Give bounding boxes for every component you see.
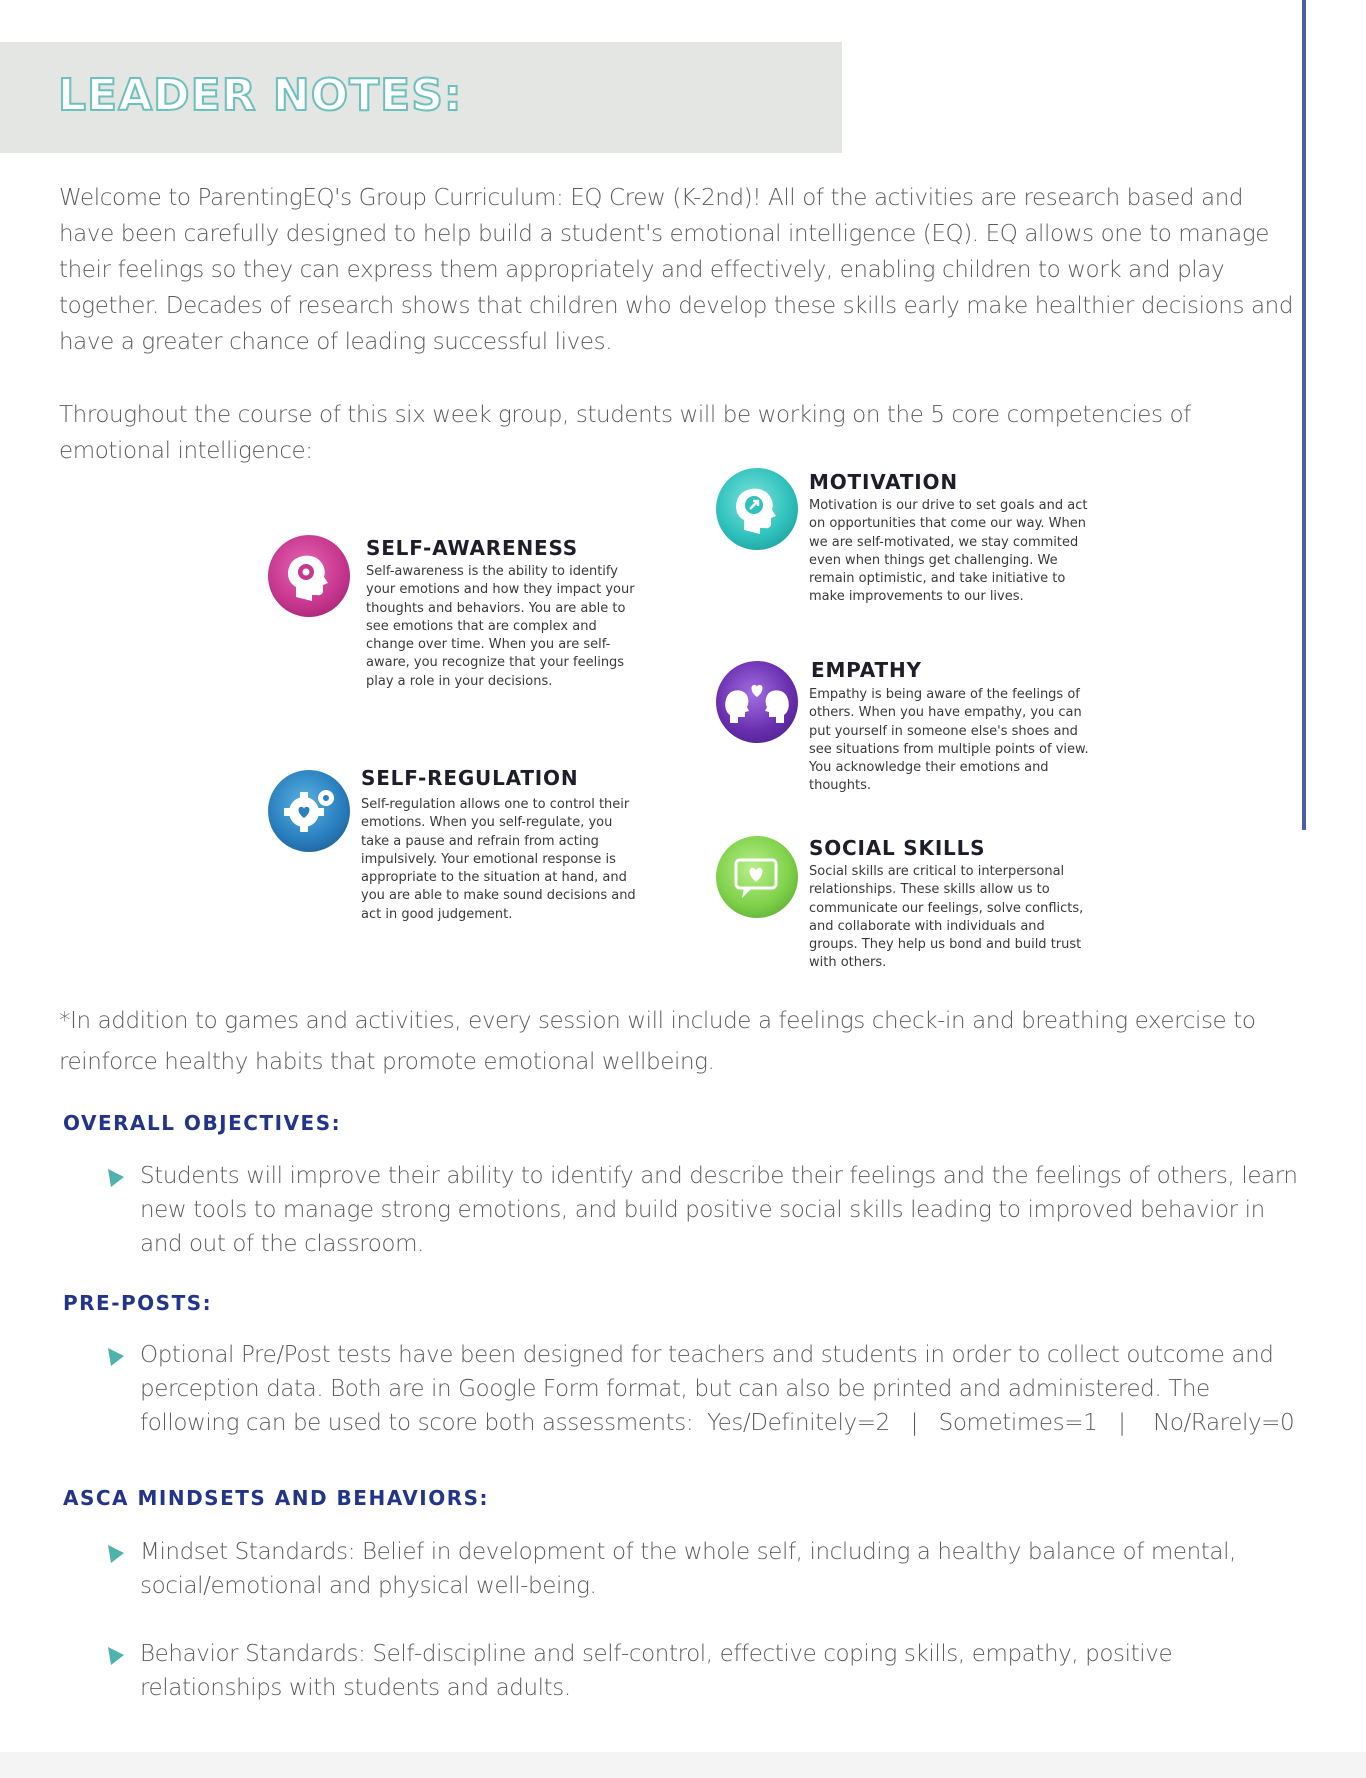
competency-title: MOTIVATION	[809, 470, 958, 494]
list-item	[106, 1338, 1306, 1440]
competency-title: EMPATHY	[811, 658, 922, 682]
list-item	[106, 1159, 1306, 1261]
behavior-standards-text: Behavior Standards: Self-discipline and self-control, effective coping skills, empathy, positive relationships with students and adults.	[140, 1641, 1173, 1701]
competency-text: Self-regulation allows one to control their emotions. When you self-regulate, you take a pause and refrain from acting impulsively. Your emotional response is appropriate to the situation at hand, and you are able to make sound decisions and act in good judgement.	[361, 797, 636, 922]
competency-text: Self-awareness is the ability to identify your emotions and how they impact your thoughts and behaviors. You are able to see emotions that are complex and change over time. When you are self-aware, you recognize that your feelings play a role in your decisions.	[366, 564, 635, 689]
page-bottom-band	[0, 1752, 1366, 1778]
mindset-standards-text: Mindset Standards: Belief in development of the whole self, including a healthy balance of mental, social/emotional and physical well-being.	[140, 1539, 1236, 1599]
bullet-triangle-icon	[106, 1168, 126, 1188]
right-margin-rule	[1302, 0, 1306, 830]
list-item	[106, 1637, 1306, 1705]
bullet-triangle-icon	[106, 1347, 126, 1367]
asca-heading: ASCA MINDSETS AND BEHAVIORS:	[63, 1486, 490, 1510]
bullet-triangle-icon	[106, 1646, 126, 1666]
page-title: LEADER NOTES:	[58, 70, 463, 121]
pre-posts-heading: PRE-POSTS:	[63, 1291, 213, 1315]
competencies-intro: Throughout the course of this six week group, students will be working on the 5 core competencies of emotional intelligence:	[59, 402, 1191, 464]
two-heads-heart-icon	[716, 661, 798, 743]
head-gear-icon	[268, 535, 350, 617]
competency-title: SOCIAL SKILLS	[809, 836, 986, 860]
pre-posts-text: Optional Pre/Post tests have been designed for teachers and students in order to collect outcome and perception data. Both are in Google Form format, but can also be printed and administered. The following can be used to score both assessments: Yes/Definitely=2 | Sometimes=1 | No/Rarely=0	[140, 1342, 1295, 1436]
head-arrow-icon	[716, 468, 798, 550]
overall-objectives-heading: OVERALL OBJECTIVES:	[63, 1111, 342, 1135]
competency-title: SELF-REGULATION	[361, 766, 579, 790]
objective-text: Students will improve their ability to identify and describe their feelings and the feelings of others, learn new tools to manage strong emotions, and build positive social skills leading to improved behavior in and out of the classroom.	[140, 1163, 1298, 1257]
gears-heart-icon	[268, 770, 350, 852]
competency-text: Empathy is being aware of the feelings of others. When you have empathy, you can put yourself in someone else's shoes and see situations from multiple points of view. You acknowledge their emotions and thoughts.	[809, 687, 1089, 794]
session-note: *In addition to games and activities, every session will include a feelings check-in and breathing exercise to reinforce healthy habits that promote emotional wellbeing.	[59, 1008, 1256, 1075]
competency-text: Motivation is our drive to set goals and act on opportunities that come our way. When we are self-motivated, we stay commited even when things get challenging. We remain optimistic, and take initiative to make improvements to our lives.	[809, 498, 1088, 605]
list-item	[106, 1535, 1306, 1603]
competency-title: SELF-AWARENESS	[366, 536, 578, 560]
competency-text: Social skills are critical to interpersonal relationships. These skills allow us to communicate our feelings, solve conflicts, and collaborate with individuals and groups. They help us bond and build trust with others.	[809, 864, 1084, 971]
speech-heart-icon	[716, 836, 798, 918]
intro-paragraph: Welcome to ParentingEQ's Group Curriculum: EQ Crew (K-2nd)! All of the activities are research based and have been carefully designed to help build a student's emotional intelligence (EQ). EQ allows one to manage their feelings so they can express them appropriately and effectively, enabling children to work and play together. Decades of research shows that children who develop these skills early make healthier decisions and have a greater chance of leading successful lives.	[59, 185, 1294, 355]
bullet-triangle-icon	[106, 1544, 126, 1564]
